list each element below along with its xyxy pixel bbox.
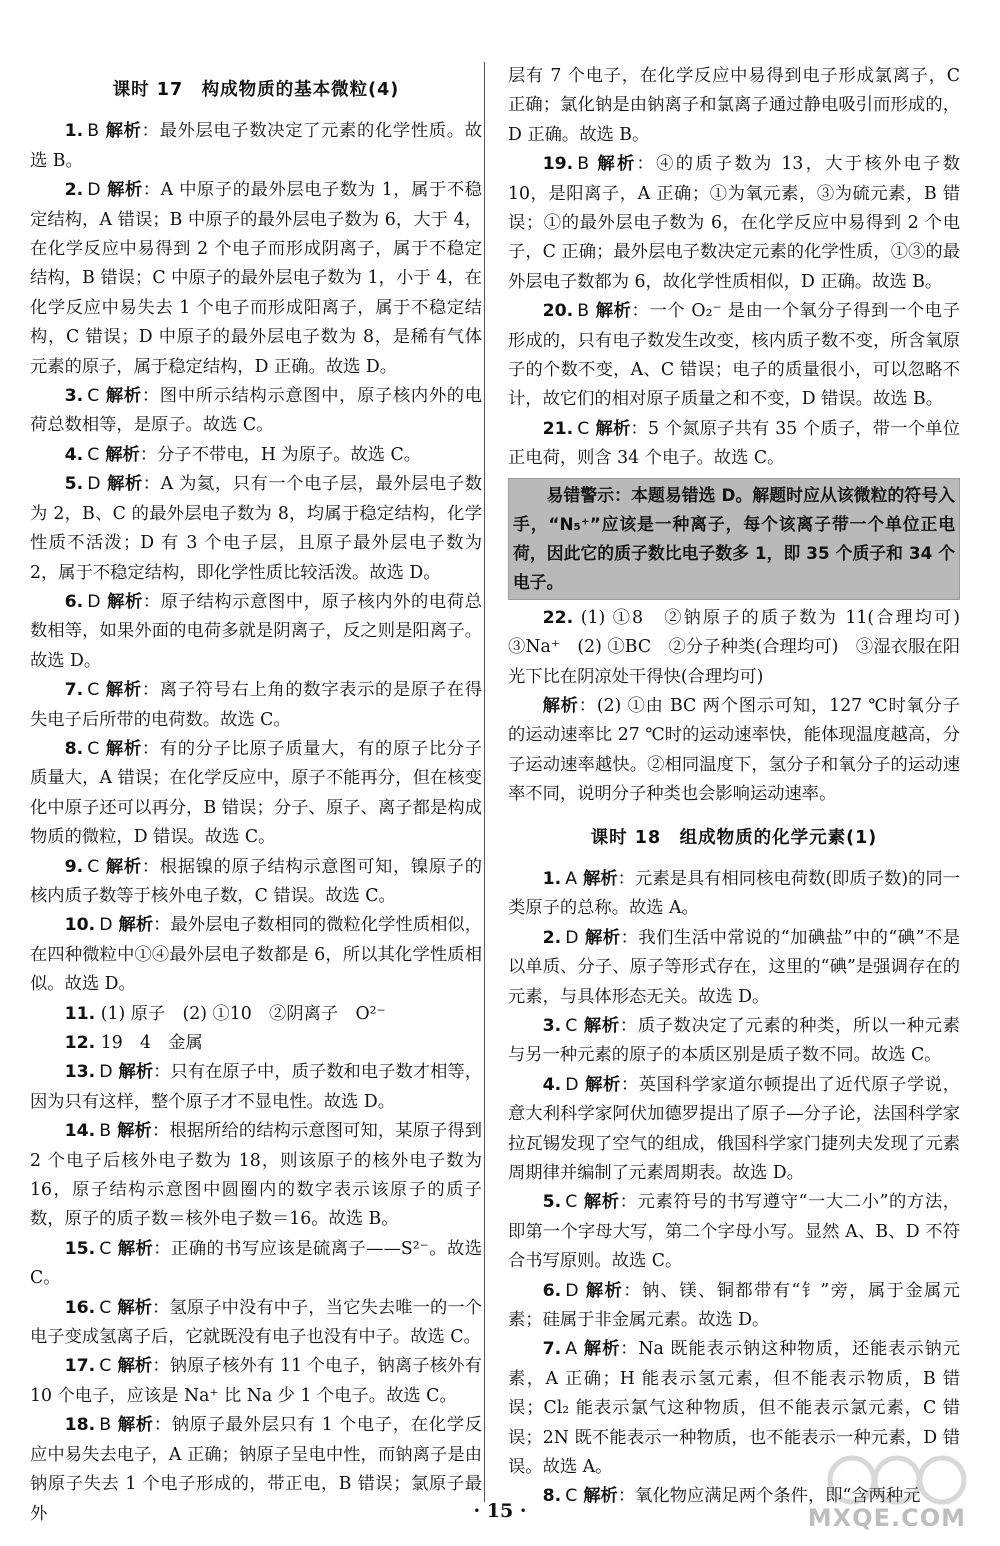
analysis-text: ：最外层电子数相同的微粒化学性质相似，在四种微粒中①④最外层电子数都是 6，所以其化学性质相似。故选 D。 xyxy=(30,915,482,995)
analysis-text: ：最外层电子数决定了元素的化学性质。故选 B。 xyxy=(30,121,482,171)
answer-letter: D xyxy=(565,927,579,948)
question-number: 9. xyxy=(64,856,84,877)
question-item xyxy=(508,297,960,415)
analysis-tag: 解析 xyxy=(595,418,631,439)
analysis-text: ：5 个氮原子共有 35 个质子，带一个单位正电荷，则含 34 个电子。故选 C。 xyxy=(508,418,960,469)
answer-letter: B xyxy=(577,301,590,322)
analysis-text: ：氢原子中没有中子，当它失去唯一的一个电子变成氢离子后，它就既没有电子也没有中子。故选 C。 xyxy=(30,1297,482,1348)
analysis-tag: 解析 xyxy=(583,868,618,889)
analysis-tag: 解析 xyxy=(105,121,142,142)
answer-letter: C xyxy=(99,1297,112,1318)
question-22-analysis xyxy=(508,692,960,810)
question-item xyxy=(30,853,482,912)
analysis-text: ：A 为氦，只有一个电子层，最外层电子数为 2，B、C 的最外层电子数为 8，均属于稳定结构，化学性质不活泼；D 有 3 个电子层，且原子最外层电子数为 2，属于不稳定结构，即化学性质比较活泼。故选 D。 xyxy=(30,474,482,583)
answer-letter: A xyxy=(565,1339,578,1360)
question-item xyxy=(30,470,482,588)
analysis-text: ：(2) ①由 BC 两个图示可知，127 ℃时氧分子的运动速率比 27 ℃时的运动速率快，能体现温度越高，分子运动速率越快。②相同温度下，氢分子和氧分子的运动速率不同，说明分子种类也会影响运动速率。 xyxy=(508,695,960,805)
analysis-text: ：A 中原子的最外层电子数为 1，属于不稳定结构，A 错误；B 中原子的最外层电子数为 6，大于 4，在化学反应中易得到 2 个电子而形成阴离子，属于不稳定结构，B 错误；C 中原子的最外层电子数为 1，小于 4，在化学反应中易失去 1 个电子而形成阳离子，属于不稳定结构，C 错误；D 中原子的最外层电子数为 8，是稀有气体元素的原子，属于稳定结构，D 正确。故选 D。 xyxy=(30,180,482,377)
left-column xyxy=(30,62,482,1529)
analysis-text: ：我们生活中常说的“加碘盐”中的“碘”不是以单质、分子、原子等形式存在，这里的“碘”是强调存在的元素，与具体形态无关。故选 D。 xyxy=(508,927,960,1007)
analysis-tag: 解析 xyxy=(584,927,621,948)
answer-letter: D xyxy=(99,1062,113,1083)
question-item xyxy=(30,441,482,470)
question-number: 12. xyxy=(64,1033,96,1053)
analysis-tag: 解析 xyxy=(106,474,143,495)
analysis-tag: 解析 xyxy=(117,1297,153,1318)
question-number: 1. xyxy=(64,121,84,142)
question-item xyxy=(508,150,960,297)
question-item xyxy=(30,1058,482,1117)
analysis-text: ：图中所示结构示意图中，原子核内外的电荷总数相等，是原子。故选 C。 xyxy=(30,386,482,436)
question-number: 3. xyxy=(542,1015,562,1036)
question-item xyxy=(508,1071,960,1189)
question-item xyxy=(30,117,482,176)
analysis-text: ：正确的书写应该是硫离子——S²⁻。故选 C。 xyxy=(30,1238,482,1289)
analysis-text: ：质子数决定了元素的种类，所以一种元素与另一种元素的原子的本质区别是质子数不同。故选 C。 xyxy=(508,1015,960,1066)
question-number: 18. xyxy=(64,1415,96,1436)
question-number: 11. xyxy=(64,1003,96,1024)
question-item xyxy=(30,1117,482,1235)
analysis-tag: 解析 xyxy=(105,856,142,877)
answer-letter: C xyxy=(577,418,590,439)
right-items-list-a xyxy=(508,150,960,473)
analysis-tag: 解析 xyxy=(583,1192,620,1213)
analysis-tag: 解析 xyxy=(542,695,579,716)
question-number: 21. xyxy=(542,418,574,439)
analysis-tag: 解析 xyxy=(105,680,142,701)
answer-letter: B xyxy=(87,121,100,142)
answer-letter: C xyxy=(87,856,100,877)
question-item xyxy=(30,1294,482,1353)
answer-letter: D xyxy=(87,474,101,495)
answer-letter: D xyxy=(87,180,101,201)
answer-letter: B xyxy=(577,154,590,175)
question-item xyxy=(30,1352,482,1411)
question-number: 13. xyxy=(64,1062,96,1083)
analysis-tag: 解析 xyxy=(595,301,632,322)
answer-letter: D xyxy=(565,1074,579,1095)
question-item xyxy=(30,176,482,382)
answer-letter: D xyxy=(565,1280,579,1301)
analysis-text: ：只有在原子中，质子数和电子数才相等，因为只有这样，整个原子才不显电性。故选 D。 xyxy=(30,1062,482,1112)
page-number: · 15 · xyxy=(473,1500,527,1522)
question-number: 6. xyxy=(64,591,84,612)
answer-letter: C xyxy=(87,444,100,465)
answer-letter: B xyxy=(99,1121,112,1142)
question-item xyxy=(508,924,960,1012)
question-number: 2. xyxy=(542,927,562,948)
question-item xyxy=(30,382,482,441)
question-item xyxy=(508,1277,960,1336)
question-number: 3. xyxy=(64,386,84,407)
analysis-tag: 解析 xyxy=(117,1415,154,1436)
question-number: 4. xyxy=(542,1074,562,1095)
analysis-tag: 解析 xyxy=(117,1238,154,1259)
answer-letter: C xyxy=(87,680,100,701)
question-item xyxy=(508,1188,960,1276)
analysis-text: ：根据镍的原子结构示意图可知，镍原子的核内质子数等于核外电子数，C 错误。故选 C。 xyxy=(30,856,482,906)
answer-letter: C xyxy=(87,738,100,759)
analysis-text: ：④的质子数为 13，大于核外电子数 10，是阳离子，A 正确；①为氧元素，③为硫元素，B 错误；①的最外层电子数为 6，在化学反应中易得到 2 个电子，C 正确；最外层电子数决定元素的化学性质，①③的最外层电子数都为 6，故化学性质相似，D 正确。故选 B。 xyxy=(508,154,960,292)
analysis-text: (1) 原子 (2) ①10 ②阴离子 O²⁻ xyxy=(100,1003,386,1024)
answer-letter: C xyxy=(99,1238,112,1259)
question-item xyxy=(30,1029,482,1058)
continuation-text: 层有 7 个电子，在化学反应中易得到电子形成氯离子，C 正确；氯化钠是由钠离子和氯离子通过静电吸引而形成的，D 正确。故选 B。 xyxy=(508,66,960,145)
analysis-text: ：离子符号右上角的数字表示的是原子在得失电子后所带的电荷数。故选 C。 xyxy=(30,680,482,730)
column-divider xyxy=(484,62,485,1502)
question-item xyxy=(30,911,482,999)
question-item xyxy=(30,676,482,735)
analysis-tag: 解析 xyxy=(595,154,637,175)
analysis-text: ：氧化物应满足两个条件，即“含两种元 xyxy=(617,1486,921,1507)
right-items-list-b xyxy=(508,865,960,1512)
question-number: 1. xyxy=(542,868,562,889)
answer-text: (1) ①8 ②钠原子的质子数为 11(合理均可) ③Na⁺ (2) ①BC ②分子种类(合理均可) ③湿衣服在阳光下比在阴凉处干得快(合理均可) xyxy=(508,607,978,687)
analysis-tag: 解析 xyxy=(583,1015,620,1036)
analysis-tag: 解析 xyxy=(105,444,140,465)
answer-letter: D xyxy=(87,591,101,612)
analysis-text: ：元素是具有相同核电荷数(即质子数)的同一类原子的总称。故选 A。 xyxy=(508,868,960,919)
analysis-text: ：有的分子比原子质量大，有的原子比分子质量大，A 错误；在化学反应中，原子不能再分，但在核变化中原子还可以再分，B 错误；分子、原子、离子都是构成物质的微粒，D 错误。故选 C。 xyxy=(30,738,482,848)
question-number: 14. xyxy=(64,1121,96,1142)
question-item xyxy=(508,415,960,474)
answer-letter: C xyxy=(99,1356,112,1377)
question-number: 17. xyxy=(64,1356,96,1377)
analysis-tag: 解析 xyxy=(106,591,143,612)
analysis-text: ：钠原子最外层只有 1 个电子，在化学反应中易失去电子，A 正确；钠原子呈电中性，而钠离子是由钠原子失去 1 个电子形成的，带正电，B 错误；氯原子最外 xyxy=(30,1415,482,1524)
warning-box xyxy=(508,478,960,600)
question-item xyxy=(30,588,482,676)
analysis-text: ：元素符号的书写遵守“一大二小”的方法，即第一个字母大写，第二个字母小写。显然 A、B、D 不符合书写原则。故选 C。 xyxy=(508,1192,960,1272)
question-number: 8. xyxy=(64,738,84,759)
question-item xyxy=(508,1012,960,1071)
analysis-text: ：英国科学家道尔顿提出了近代原子学说，意大利科学家阿伏加德罗提出了原子—分子论，法国科学家拉瓦锡发现了空气的组成，俄国科学家门捷列夫发现了元素周期律并编制了元素周期表。故选 D。 xyxy=(508,1074,960,1183)
answer-letter: C xyxy=(87,386,100,407)
question-item xyxy=(30,1235,482,1294)
question-number: 5. xyxy=(64,474,84,495)
question-number: 22. xyxy=(542,607,574,628)
analysis-tag: 解析 xyxy=(105,738,142,759)
analysis-text: ：根据所给的结构示意图可知，某原子得到 2 个电子后核外电子数为 18，则该原子的核外电子数为 16，原子结构示意图中圆圈内的数字表示该原子的质子数，原子的质子数＝核外电子数＝16。故选 B。 xyxy=(30,1121,482,1230)
question-number: 7. xyxy=(542,1339,562,1360)
analysis-tag: 解析 xyxy=(118,1062,154,1083)
question-number: 8. xyxy=(542,1486,562,1507)
question-item xyxy=(30,1000,482,1029)
section-title-18: 课时 18 组成物质的化学元素(1) xyxy=(590,827,878,848)
question-number: 2. xyxy=(64,180,84,201)
question-number: 6. xyxy=(542,1280,562,1301)
answer-letter: B xyxy=(99,1415,112,1436)
analysis-tag: 解析 xyxy=(117,1121,152,1142)
analysis-tag: 解析 xyxy=(118,915,154,936)
answer-letter: A xyxy=(565,868,578,889)
question-number: 20. xyxy=(542,301,574,322)
question-number: 15. xyxy=(64,1238,96,1259)
analysis-tag: 解析 xyxy=(584,1280,624,1301)
question-item xyxy=(508,865,960,924)
question-number: 16. xyxy=(64,1297,96,1318)
analysis-tag: 解析 xyxy=(105,386,142,407)
right-column xyxy=(508,62,978,1512)
question-item xyxy=(30,735,482,853)
analysis-tag: 解析 xyxy=(117,1356,153,1377)
question-number: 7. xyxy=(64,680,84,701)
warning-tag: 易错警示 xyxy=(546,484,615,505)
analysis-text: ：钠、镁、铜都带有“钅”旁，属于金属元素；硅属于非金属元素。故选 D。 xyxy=(508,1280,960,1331)
question-number: 5. xyxy=(542,1192,562,1213)
analysis-text: ：原子结构示意图中，原子核内外的电荷总数相等，如果外面的电荷多就是阴离子，反之则是阳离子。故选 D。 xyxy=(30,591,482,671)
question-item-22 xyxy=(508,604,978,692)
section-title-17: 课时 17 构成物质的基本微粒(4) xyxy=(112,80,400,100)
question-number: 19. xyxy=(542,154,574,175)
analysis-text: ：分子不带电，H 为原子。故选 C。 xyxy=(139,444,422,465)
analysis-tag: 解析 xyxy=(584,1074,621,1095)
question-number: 4. xyxy=(64,444,84,465)
analysis-text: ：钠原子核外有 11 个电子，钠离子核外有 10 个电子，应该是 Na⁺ 比 Na 少 1 个电子。故选 C。 xyxy=(30,1356,482,1406)
watermark-text: MXQE.COM xyxy=(807,1504,966,1532)
answer-letter: C xyxy=(565,1015,578,1036)
question-number: 10. xyxy=(64,915,96,936)
analysis-text: ：Na 既能表示钠这种物质，还能表示钠元素，A 正确；H 能表示氢元素，但不能表示物质，B 错误；Cl₂ 能表示氯气这种物质，但不能表示氯元素，C 错误；2N 既不能表示一种物质，也不能表示一种元素，D 错误。故选 A。 xyxy=(508,1339,960,1478)
answer-letter: C xyxy=(565,1192,578,1213)
analysis-text: ：一个 O₂⁻ 是由一个氧分子得到一个电子形成的，只有电子数发生改变，核内质子数不变，所含氧原子的个数不变，A、C 错误；电子的质量很小，可以忽略不计，故它们的相对原子质量之和不变，D 错误。故选 B。 xyxy=(508,301,960,410)
left-items-list xyxy=(30,117,482,1529)
analysis-tag: 解析 xyxy=(106,180,143,201)
analysis-text: 19 4 金属 xyxy=(100,1033,203,1053)
warning-text: ：本题易错选 D。解题时应从该微粒的符号入手，“N₅⁺”应该是一种离子，每个该离子带一个单位正电荷，因此它的质子数比电子数多 1，即 35 个质子和 34 个电子。 xyxy=(513,484,955,592)
analysis-tag: 解析 xyxy=(583,1339,621,1360)
analysis-tag: 解析 xyxy=(583,1486,618,1507)
answer-letter: C xyxy=(565,1486,578,1507)
answer-letter: D xyxy=(99,915,113,936)
